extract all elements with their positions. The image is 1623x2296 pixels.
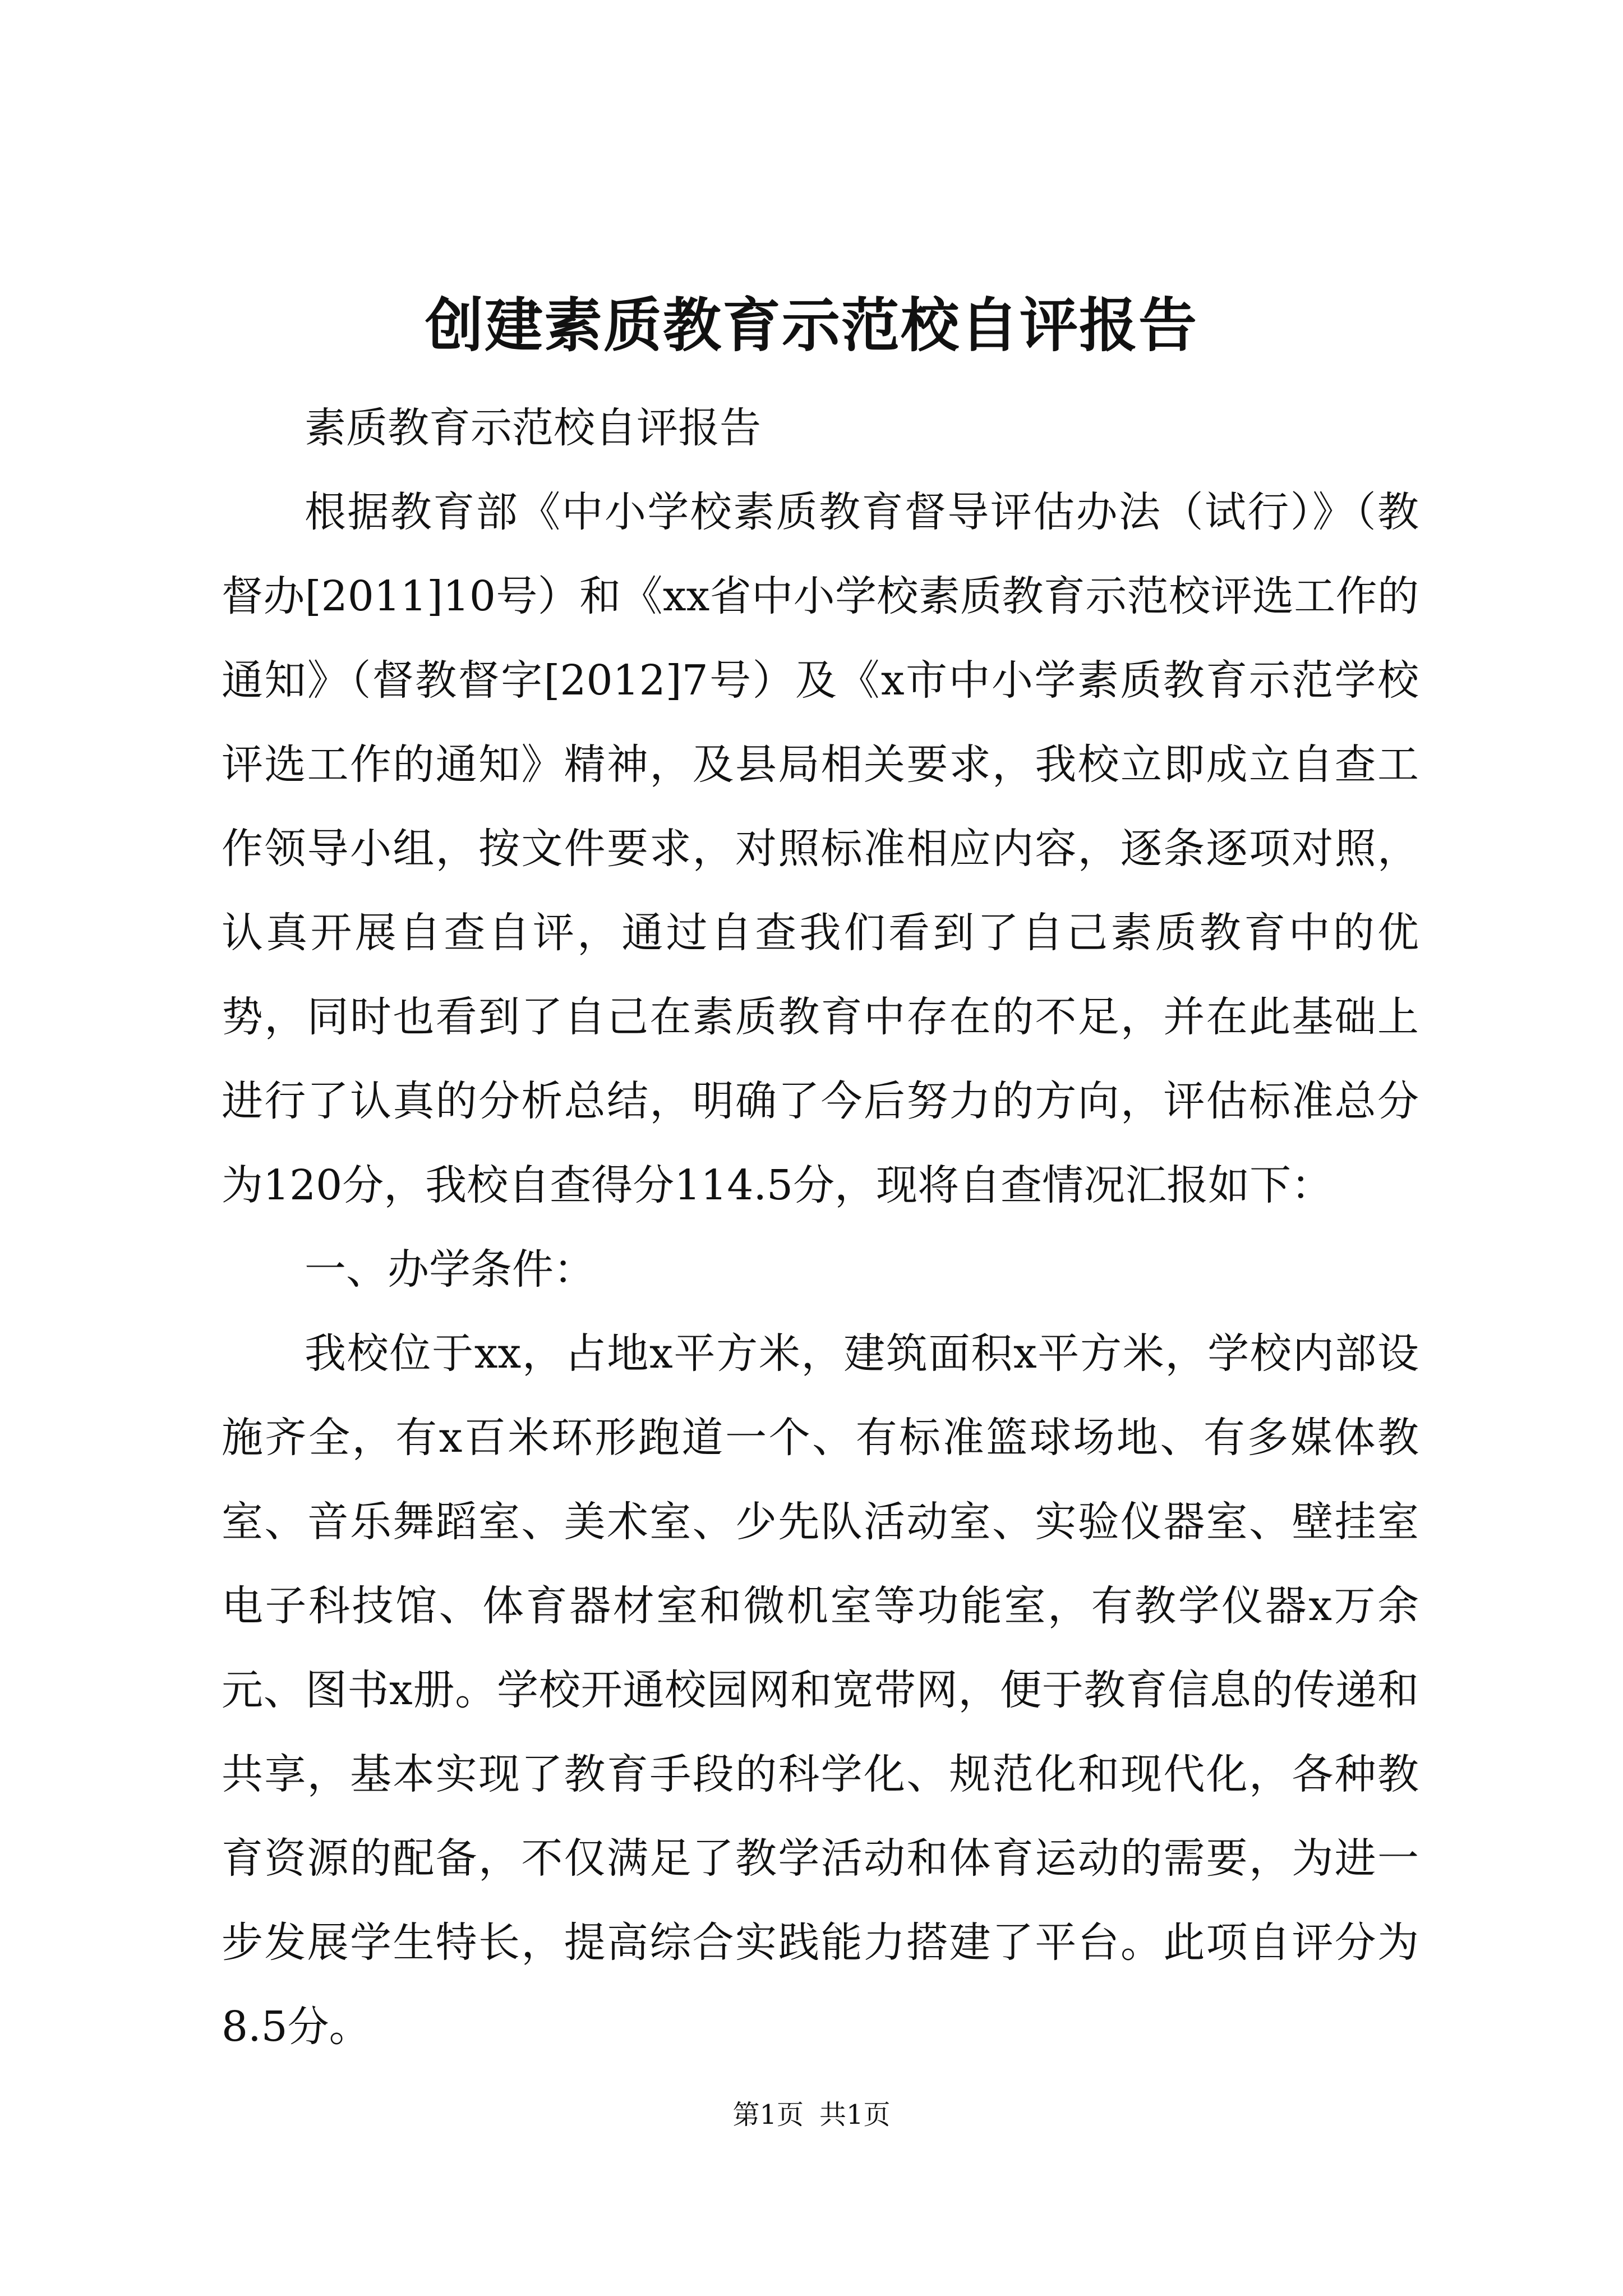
document-body [222, 386, 1419, 2069]
section-heading-conditions: 一、办学条件： [305, 1245, 595, 1294]
paragraph-introduction: 根据教育部《中小学校素质教育督导评估办法（试行）》（教督办[2011]10号）和《xx省中小学校素质教育示范校评选工作的通知》（督教督字[2012]7号）及《x市中小学素质教育示范学校评选工作的通知》精神，及县局相关要求，我校立即成立自查工作领导小组，按文件要求，对照标准相应内容，逐条逐项对照，认真开展自查自评，通过自查我们看到了自己素质教育中的优势，同时也看到了自己在素质教育中存在的不足，并在此基础上进行了认真的分析总结，明确了今后努力的方向，评估标准总分为120分，我校自查得分114.5分，现将自查情况汇报如下： [222, 488, 1419, 1209]
page-number: 第1页 [732, 2099, 804, 2131]
page-total: 共1页 [819, 2099, 891, 2131]
document-title: 创建素质教育示范校自评报告 [425, 291, 1198, 360]
paragraph-subtitle: 素质教育示范校自评报告 [305, 404, 761, 452]
page-footer [0, 2095, 1623, 2134]
paragraph-conditions: 我校位于xx，占地x平方米，建筑面积x平方米，学校内部设施齐全，有x百米环形跑道一个、有标准篮球场地、有多媒体教室、音乐舞蹈室、美术室、少先队活动室、实验仪器室、壁挂室电子科技馆、体育器材室和微机室等功能室，有教学仪器x万余元、图书x册。学校开通校园网和宽带网，便于教育信息的传递和共享，基本实现了教育手段的科学化、规范化和现代化，各种教育资源的配备，不仅满足了教学活动和体育运动的需要，为进一步发展学生特长，提高综合实践能力搭建了平台。此项自评分为8.5分。 [222, 1329, 1419, 2051]
